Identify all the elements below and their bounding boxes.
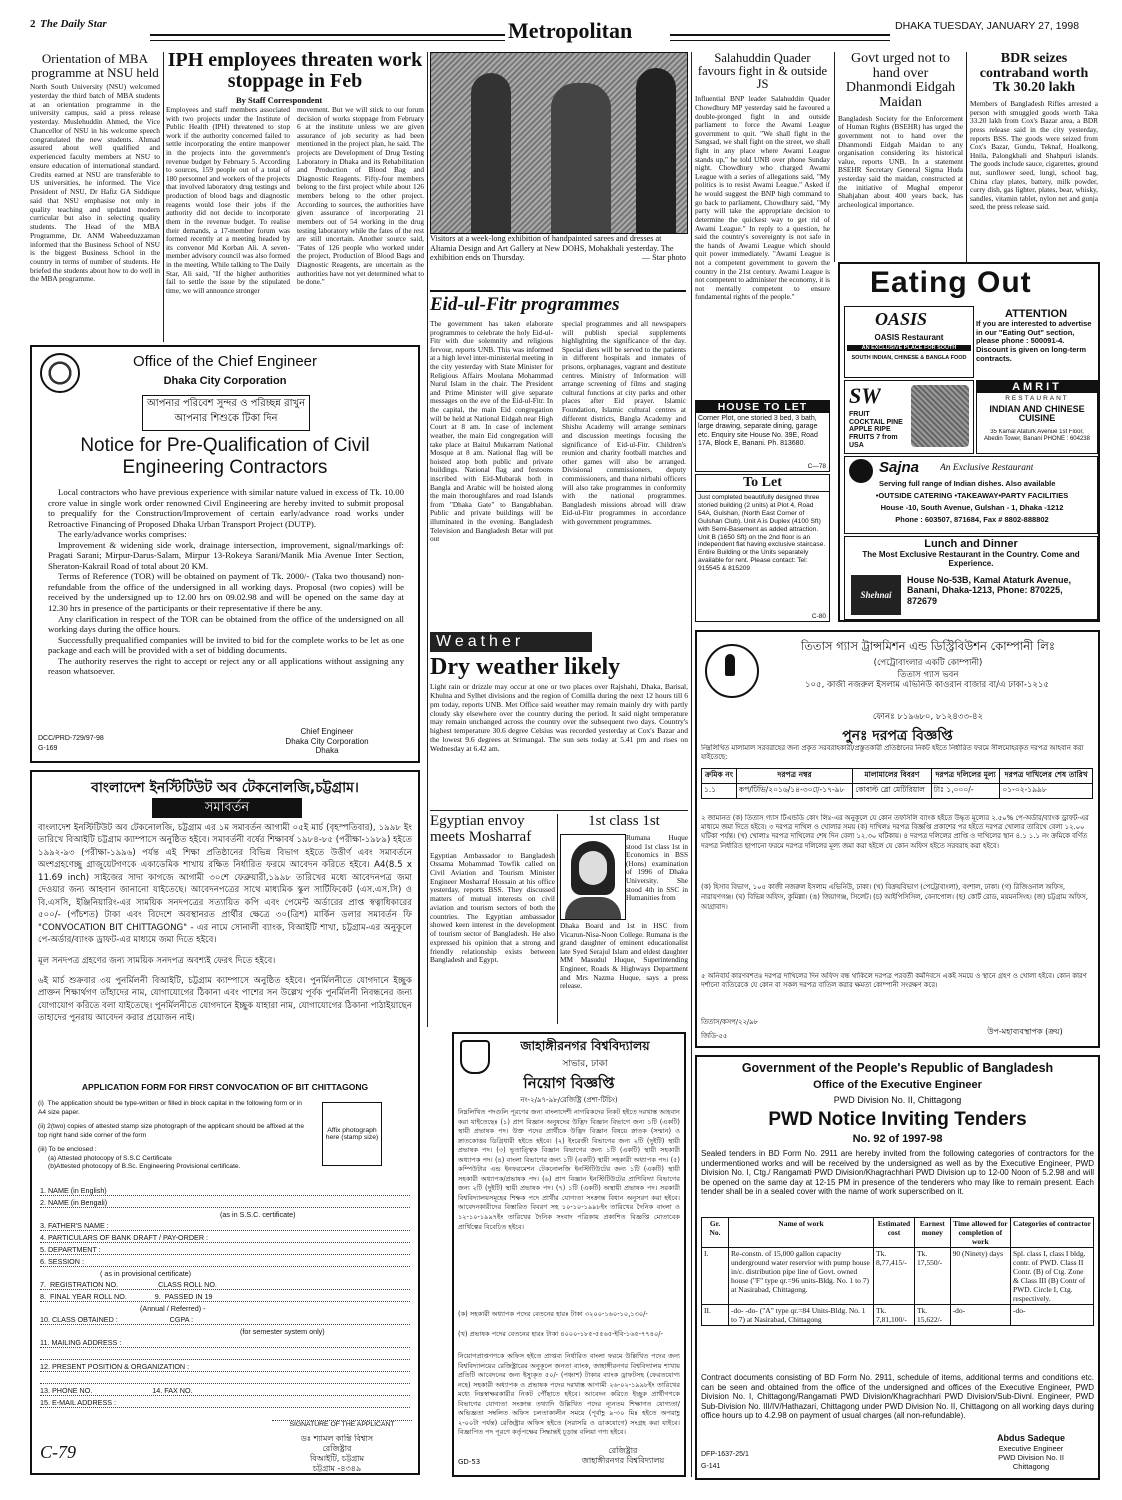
field-class-obtained[interactable]: 10. CLASS OBTAINED : CGPA : — [40, 1315, 410, 1325]
titas-body: ২ জামানত (ক) তিতাস গ্যাস টিএন্ডডি কোং লিঃ-এর অনুকূলে যে কোন তফসিলি ব্যাংক হইতে উদ্ধৃত মূল্যের ২.৫০% পে-অর্ডার/ব্যাংক ড্রাফট-এর মাধ্যমে জমা দিতে হইবে। ৩ দরপত্র দাখিল ও খোলার সময় (ক) দাখিলঃ দরপত্র বিজ্ঞপ্তি প্রকাশের পর হইতে দরপত্র খোলার তারিখে বেলা ১২.০০ ঘটিকা পর্যন্ত। (খ) খোলাঃ দরপত্র দাখিলের শেষ দিন বেলা ১২.৩০ ঘটিকায়। ৪ দরপত্র দলিলের প্রাপ্তি ও দাখিলের স্থান ৪.১ ১.১ নং ক্রমিকে বর্ণিত দরপত্র নির্ধারিত ছাপানো ফরমে দরপত্র দলিলের মূল্য জমা করা হইলে যে কোন অফিস হইতে সরবরাহ করা হইবে। — [701, 814, 1089, 850]
titas-th-desc: মালামালের বিবরণ — [853, 769, 932, 784]
bit-form-title: APPLICATION FORM FOR FIRST CONVOCATION OF BIT CHITTAGONG — [81, 1082, 369, 1092]
article-first-class-body-2: Dhaka Board and 1st in HSC from Vicarun-Nisa-Noon College. Rumana is the grand daughter of eminent educationalist late Syed Serajul Islam and eldest daughter MM Masudul Huque, Superintending Engineer, Roads & Highways Department and Mrs Nazma Huque, says a press release. — [560, 922, 688, 991]
column-rule — [163, 52, 164, 342]
paper-name: The Daily Star — [40, 18, 107, 30]
pwd-notice — [695, 1055, 1100, 1480]
sw-ad — [844, 380, 974, 454]
article-eid-title — [430, 290, 686, 316]
field-name-english[interactable]: 1. NAME (in English) — [40, 1186, 410, 1196]
pwd-sign-city: Chittagong — [1012, 1461, 1050, 1471]
sajna-services: •OUTSIDE CATERING •TAKEAWAY•PARTY FACILITIES — [875, 491, 1069, 500]
pwd-signature — [967, 1433, 1095, 1471]
sajna-ad — [844, 456, 1098, 534]
ju-scale-k: (ক) সহকারী অধ্যাপক পদের বেতনের হারঃ টাকা ৩২০০-১৬০-১০,১৩০/- — [458, 1310, 648, 1318]
article-govt-body: Bangladesh Society for the Enforcement of Human Rights (BSEHR) has urged the government not to hand over the Dhanmondi Eidgah Maidan to any organisation considering its historical value, reports UNB. In a statement BSEHR Secretary General Sigma Huda yesterday said the maidan, constructed at the initiative of Mughal emperor Shahjahan about 400 years back, has archeological importance. — [838, 113, 963, 209]
field-department[interactable]: 5. DEPARTMENT : — [40, 1245, 410, 1255]
article-bdr-title: BDR seizes contraband worth Tk 30.20 lakh — [979, 52, 1089, 96]
pwd-division: PWD Division No. II, Chittagong — [833, 1095, 962, 1105]
pwd-gov: Government of the People's Republic of Bangladesh — [741, 1061, 1054, 1075]
bit-notice — [30, 770, 420, 1475]
titas-head: তিতাস গ্যাস ট্রান্সমিশন এন্ড ডিস্ট্রিবিউশন কোম্পানী লিঃ — [801, 639, 1055, 653]
pwd-th-earnest: Earnest money — [914, 1218, 950, 1248]
ju-logo — [460, 1040, 490, 1074]
sw-logo: SW — [849, 383, 881, 408]
shehnai-tag: The Most Exclusive Restaurant in the Country. Come and Experience. — [862, 551, 1080, 568]
bit-banner: সমাবর্তন — [152, 798, 302, 818]
article-iph-col1: Employees and staff members associated with two projects under the Institute of Public Health (IPH) threatened to stop work if the authority concerned failed to settle incorporating the entire manpower in the projects into the government's revenue budget by February 5. According to sources, 159 people out of a total of 180 personnel and workers of the projects that involved laboratory drug testings and production of blood bags and diagnostic reagents would lose their jobs if the authority did not decide to incorporate them in the revenue budget. To realise their demands, a 17-member forum was formed recently at a meeting headed by its convenor Md Korban Ali. A seven-member advisory council was also formed in the meeting. While talking to The Daily Star, Ali said, "If the higher authorities fail to settle the issue by the stipulated time, we will announce stronger — [166, 106, 290, 295]
field-position-2[interactable] — [40, 1374, 410, 1384]
field-final-year[interactable]: 8. FINAL YEAR ROLL NO. 9. PASSED IN 19 — [40, 1292, 410, 1302]
field-session-note: ( as in provisional certificate) — [100, 1269, 192, 1278]
attention-body: If you are interested to advertise in our "Eating Out" section, please phone : 500091-4. Discount is given on long-term contracts. — [976, 319, 1092, 363]
bit-registrar-org: বিআইটি, চট্টগ্রাম — [309, 1454, 365, 1463]
oasis-name: OASIS Restaurant — [874, 333, 944, 342]
article-iph — [166, 50, 424, 342]
cce-slogan-1: আপনার পরিবেশ সুন্দর ও পরিচ্ছন্ন রাখুন — [146, 398, 306, 409]
cce-slogan-2: আপনার শিশুকে টিকা দিন — [174, 413, 278, 424]
weather-body: Light rain or drizzle may occur at one or two places over Rajshahi, Dhaka, Barisal, Khulna and Sylhet divisions and the region of Comilla during the next 12 hours till 6 pm today, reports UNB. Met Office said weather may remain mainly dry with partly cloudy sky elsewhere over the country during the period. It said night temperature may remain unchanged across the country over the subsequent two days. Country's highest temperature 30.6 degree Celsius was recorded yesterday at Cox's Bazar and the lowest 9.6 degrees at Srimangal. The sun sets today at 5.41 pm and rises on Wednesday at 6.42 am. — [430, 682, 688, 753]
shehnai-logo: Shehnai — [851, 575, 901, 615]
article-govt — [838, 52, 963, 252]
titas-sub-2: তিতাস গ্যাস ভবন — [897, 670, 959, 680]
titas-note: ৫ অনিবার্য কারণবশতঃ দরপত্র দাখিলের দিন অফিস বন্ধ থাকিলে দরপত্র পরবর্তী কর্মদিবসে একই সময়ে ও স্থানে গ্রহণ ও খোলা হইবে। কোন কারণ দর্শানো ব্যতিরেকে যে কোন বা সকল দরপত্র বাতিল করার ক্ষমতা কোম্পানী সংরক্ষণ করে। — [701, 972, 1087, 990]
pwd-office: Office of the Executive Engineer — [813, 1079, 982, 1091]
sajna-phone: Phone : 603507, 871684, Fax # 8802-888802 — [895, 515, 1049, 524]
ju-body: নিম্নলিখিত পদগুলি পূরণের জন্য বাংলাদেশী নাগরিকদের নিকট হইতে দরখাস্ত আহবান করা যাইতেছেঃ (১) প্রাণ বিজ্ঞান অনুষদের উদ্ভিদ বিজ্ঞান বিভাগে জন্য ১টি (একটি) স্থায়ী প্রভাষক পদ। উক্ত পদের প্রার্থীকে উদ্ভিদ বিজ্ঞান বিষয়ে স্নাতক (সম্মান) ও স্নাতকোত্তর ডিগ্রিধারী হইতে হইবে। (২) ইংরেজী বিভাগের জন্য ২টি (দুইটি) স্থায়ী প্রভাষক পদ। (৩) ভূতাত্ত্বিক বিজ্ঞান বিভাগের জন্য ১টি (একটি) স্থায়ী সহকারী অধ্যাপক পদ। (৪) বাংলা বিভাগের জন্য ১টি (একটি) স্থায়ী সহকারী অধ্যাপক পদ। (৫) কম্পিউটার এন্ড ইনফরমেশন টেকনোলজি ইনস্টিটিউটের জন্য ১টি (একটি) স্থায়ী সহকারী অধ্যাপক/প্রভাষক পদ। (৬) প্রাণ বিজ্ঞান ইনস্টিটিউটের প্রাণিবিদ্যা বিভাগের জন্য ২টি (দুইটি) স্থায়ী প্রভাষক পদ। (৭) ১টি (একটি) অস্থায়ী প্রভাষক পদ। সরকারী বিশ্ববিদ্যালয়সমূহের শিক্ষক পদে প্রার্থীর যোগ্যতা সংক্রান্ত বিধান অনুসরণ করা হইবে। আবেদনকারীদের বিস্তারিত বিবরণ সহ ১০-১০-১৯৯৮ইং তারিখের দৈনিক বাংলা ও ১২-১০-১৯৯৭ইং তারিখের দৈনিক সংবাদ পত্রিকায় প্রকাশিত বিজ্ঞপ্তি মোতাবেক প্রার্থিত্বের বিবেচিত হইবে। — [458, 1108, 680, 1231]
sajna-address: House -10, South Avenue, Gulshan - 1, Dhaka -1212 — [880, 503, 1064, 512]
ju-sign — [564, 1446, 682, 1467]
titas-ref: তিতাস/কসপ/২২/৯৮ — [701, 1018, 758, 1026]
titas-title: পুনঃ দরপত্র বিজ্ঞপ্তি — [842, 728, 953, 744]
cce-para-6: Successfully prequalified companies will be invited to bid for the complete works to be let as one package and each will be provided with a set of bidding documents. — [48, 634, 404, 656]
cce-office: Office of the Chief Engineer — [133, 353, 317, 370]
article-salahuddin-body: Influential BNP leader Salahuddin Quader Chowdhury MP yesterday said he favoured a double-pronged fight in and outside parliament to force the Awami League government to quit. "We shall fight in the Sangsad, we shall fight on the street, we shall fight in any place where Awami League stands up," he told UNB over phone Sunday night. Chowdhury who charged Awami League with a series of allegations said, "My politics is to resist Awami League." Asked if he would suggest the BNP high command to go back to parliament, Chowdhury said, "My party will take the appropriate decision to determine the quickest way to get rid of Awami League." In reply to a question, he said the country's sovereignty is not safe in the hands of Awami League which should quit power immediately. "Awami League is not a competent government to govern the country in the 21st century. Awami League is not competent to administer the economy, it is not mentally competent to ensure fundamental rights of the people." — [695, 94, 830, 302]
article-bdr — [970, 52, 1098, 262]
pwd-th-time: Time allowed for completion of work — [950, 1218, 1010, 1248]
shehnai-address: House No-53B, Kamal Ataturk Avenue, Banani, Dhaka-1213, Phone: 870225, 872679 — [907, 575, 1072, 606]
oasis-logo: OASIS — [875, 309, 928, 329]
titas-td-serial: ১.১ — [702, 784, 737, 799]
cce-title: Notice for Pre-Qualification of Civil Engineering Contractors — [80, 435, 370, 478]
applicant-signature-line: SIGNATURE OF THE APPLICANT — [272, 1420, 412, 1428]
ju-sub: সাভার, ঢাকা — [562, 1059, 608, 1069]
pwd-no: No. 92 of 1997-98 — [852, 1133, 943, 1145]
titas-table-header — [702, 769, 1093, 784]
cce-para-2: The early/advance works comprises: — [58, 529, 187, 540]
amrit-body: INDIAN AND CHINESE CUISINE — [989, 405, 1085, 424]
bit-instr-2: (ii) 2(two) copies of attested stamp size photograph of the applicant should be affixed at the top right hand side corner of the form — [38, 1123, 304, 1139]
sw-text: FRUIT COCKTAIL PINE APPLE RIPE FRUITS 7 from USA — [849, 411, 903, 449]
article-egypt-title: Egyptian envoy meets Mosharraf — [430, 814, 532, 845]
cce-para-1: Local contractors who have previous experience with similar nature valued in excess of Tk. 10.00 crore value in single work order renowned Civil Engineering are hereby invited to submit proposal to prequalify for the Construction/Improvement of certain early/advance road works under Retroactive Financing of Proposed Dhaka Urban Transport Project (DUTP). — [48, 487, 404, 529]
masthead — [30, 18, 1095, 48]
bit-instr-3: (iii) To be enclosed : — [38, 1146, 97, 1154]
article-mba — [30, 52, 160, 340]
titas-td-desc: কোবাল্ট ব্লো মেটিরিয়াল — [853, 784, 932, 799]
affix-photo-box: Affix photograph here (stamp size) — [322, 1102, 382, 1166]
bit-head: বাংলাদেশ ইনস্টিটিউট অব টেকনোলজি,চট্টগ্রাম। — [91, 780, 359, 796]
section-rule-left — [150, 34, 505, 41]
titas-td-price: টাঃ ১,০০০/- — [931, 784, 1000, 799]
pwd-r1-category: Spl. class I, class I bldg. contr. of PWD. Class II Contr. (B) of Ctg. Zone & Class III (B) Contr of PWD. Circle I, Ctg. respectively. — [1011, 1248, 1094, 1305]
cce-ref: DCC/PRD-729/97-98 — [38, 735, 104, 742]
article-mba-body: North South University (NSU) welcomed yesterday the third batch of MBA students at an orientation programme in the university campus, said a press release yesterday. Muslehuddin Ahmed, the Vice Chancellor of NSU in his welcome speech congratulated the new students. Ahmad assured about well qualified and experienced faculty members at NSU to ensure education of international standard. Credits earned at NSU are transferable to US universities, he informed. The Vice President of NSU, Dr Hafiz GA Siddique said that NSU emphasise not only in quality teaching and updated modern curricular but also in selecting quality students. The Head of the MBA Programme, Dr. ANM Waheeduzzaman informed that the Business School of NSU is the biggest Business School in the country in terms of number of students. He briefed the students about how to do well in the MBA programme. — [30, 82, 160, 284]
pwd-th-work: Name of work — [729, 1218, 874, 1248]
article-eid-col1: The government has taken elaborate programmes to celebrate the holy Eid-ul-Fitr with due solemnity and religious fervour, reports UNB. This was informed at a high level inter-ministerial meeting in the city yesterday with State Minister for Religious Affairs Moulana Mohammad Nurul Islam in the chair. The President and Prime Minister will give separate messages on the eve of the Eid-ul-Fitr. In the capital, the main Eid congregation will be held at National Eidgah near High Court at 8 am. In case of inclement weather, the main Eid congregation will take place at Baitul Mukarram National Mosque at 8 am. National flag will be hoisted atop both public and private buildings. National flag and festoons inscribed with Eid-Mubarak both in Bangla and Arabic will be hoisted along the main thoroughfares and road Islands from "Dhaka Gate" to Bangabhaban. Public and private buildings will be illuminated in the evening. Bangladesh Television and Bangladesh Betar will put out — [430, 320, 553, 544]
exhibition-photo — [430, 52, 688, 234]
column-rule — [966, 52, 967, 262]
column-rule — [427, 52, 428, 1027]
photo-caption-text: Visitors at a week-long exhibition of handpainted sarees and dresses at Altamia Design and Art Gallery at New DOHS, Mohakhali yesterday. The exhibition ends on Thursday. — [430, 234, 674, 263]
titas-table-row — [702, 784, 1093, 799]
shehnai-ad — [844, 536, 1098, 620]
bit-para-1: বাংলাদেশ ইনস্টিটিউট অব টেকনোলজি, চট্টগ্রাম এর ১ম সমাবর্তন আগামী ০৫ই মার্চ (বৃহস্পতিবার), ১৯৯৮ ইং তারিখে বিআইটি চট্টগ্রাম ক্যাম্পাসে অনুষ্ঠিত হইবে। সমাবর্তনী বর্ষের শিক্ষাবর্ষ ১৯৮৪-৮৫ (পরীক্ষা-১৯৮৯) হইতে ১৯৯২-৯৩ (পরীক্ষা-১৯৯৬) পর্যন্ত এই শিক্ষা প্রতিষ্ঠানের বিভিন্ন বিভাগ হইতে উত্তীর্ণ এবং সমাবর্তনে অংশগ্রহণেচ্ছু গ্রাজুয়েটগণকে একাডেমিক শাখায় রক্ষিত নির্ধারিত ফরমে আবেদন করিতে হইবে। A4(8.5 x 11.69 inch) সাইজের সাদা কাগজে আগামী ৩০শে ফেব্রুয়ারী,১৯৯৮ তারিখের মধ্যে আবেদনপত্র জমা দেওয়ার জন্য আহবান জানানো যাইতেছে। আবেদনপত্রের সাথে মাধ্যমিক স্কুল সার্টিফিকেট (এস.এস.সি) ও বি.এসসি, ইঞ্জিনিয়ারিং-এর সাময়িক সনদপত্রের সত্যায়িত কপি এবং পেমেন্ট অর্ডারের প্রাপ্ত স্বত্বাধিকারের ৫০০/- (পাঁচশত) টাকা এবং বিদেশে অবস্থানরত প্রার্থীর ক্ষেত্রে ৩০(ত্রিশ) মার্কিন ডলার সমাবর্তন ফি "CONVOCATION BIT CHITTAGONG" - এর নামে সোনালী ব্যাংক, বিআইটি শাখা, চট্টগ্রাম-এর অনুকূলে পে-অর্ডার/ব্যাংক ড্রাফট-এর মাধ্যমে জমা দিতে হইবে। — [38, 823, 412, 946]
photo-credit: — Star photo — [641, 253, 686, 263]
to-let-ad — [695, 474, 830, 622]
article-iph-col2: movement. But we will stick to our forum decision of works stoppage from February 6 at the institute unless we are given assurance of job security as had been mentioned in the project plan, he said. The projects are Development of Drug Testing Laboratory in Dhaka and its Rehabilitation and Production of Blood Bag and Diagnostic Reagents. Fifty-four members belong to the first project while about 126 members belong to the other project. According to sources, the authorities have given assurance of incorporating 21 members out of 54 working in the drug testing laboratory while the fates of the rest are still uncertain. Another source said, "Fates of 126 people who worked under the project, Production of Blood Bags and Diagnostic Reagents, are uncertain as the authorities have not yet determined what to be done." — [297, 106, 424, 287]
bit-form-fields — [40, 1184, 410, 1410]
titas-notice — [695, 630, 1100, 1048]
pwd-sign-div: PWD Division No. II — [998, 1452, 1064, 1462]
bit-code: C-79 — [40, 1442, 76, 1462]
pwd-ref-2: G-141 — [701, 1463, 721, 1470]
titas-address: ১০৫, কাজী নজরুল ইসলাম এভিনিউ কাওরান বাজার বা/এ ঢাকা-১২১৫ — [805, 680, 1049, 690]
rumana-face — [579, 851, 607, 885]
pwd-table-header — [702, 1218, 1094, 1248]
field-mailing-address[interactable]: 11. MAILING ADDRESS : — [40, 1338, 410, 1348]
photo-figure-1 — [471, 73, 511, 233]
field-session[interactable]: 6. SESSION : — [40, 1257, 410, 1267]
titas-sub: (পেট্রোবাংলার একটি কোম্পানী) — [873, 658, 983, 668]
field-mailing-address-2[interactable] — [40, 1350, 410, 1360]
cce-notice — [30, 345, 420, 763]
section-rule-right — [670, 34, 890, 41]
pwd-r2-time: -do- — [950, 1305, 1010, 1326]
ju-scale-kh: (খ) প্রভাষক পদের বেতনের হারঃ টাকা ৪০০০-১৮৫-৫৫৬৫-ইবি-১৬৫-৭৭৪০/- — [458, 1330, 663, 1338]
titas-td-tender: কপ/টিভি/২০১৬/১৪-৩০ঢ়ে-১৭-৯৮ — [736, 784, 852, 799]
titas-phone: ফোনঃ ৮১৯৬৮০, ৮১২৪৩৩-৪২ — [872, 712, 984, 722]
article-first-class — [560, 814, 688, 1024]
pwd-r2-work: -do- -do- ("A" type qr.=84 Units-Bldg. No. 1 to 7) at Nasirabad, Chittagong — [729, 1305, 874, 1326]
sajna-name: Sajna — [879, 459, 920, 476]
field-registration[interactable]: 7. REGISTRATION NO. CLASS ROLL NO. — [40, 1280, 410, 1290]
attention-title: ATTENTION — [1004, 308, 1068, 320]
cce-para-4: Terms of Reference (TOR) will be obtained on payment of Tk. 2000/- (Taka two thousand) non-refundable from the office of the undersigned in all working days. Proposal (two copies) will be received by the undersigned up to 12.00 hrs on 09.02.98 and will be opened on the same day at 12.30 hrs in presence of the participants or their representative if there be any. — [48, 571, 404, 614]
amrit-address: 35 Kamal Ataturk Avenue 1st Floor, Abedin Tower, Banani PHONE : 604238 — [984, 429, 1090, 442]
pwd-table-row-2 — [702, 1305, 1094, 1326]
article-salahuddin-title: Salahuddin Quader favours fight in & outside JS — [697, 52, 828, 92]
house-to-let-title: HOUSE TO LET — [696, 401, 829, 413]
column-rule — [557, 814, 558, 1024]
article-first-class-body-1: Rumana Huque stood 1st class 1st in Economics in BSS (Hons) examination of 1996 of Dhaka University. She stood 4th in SSC in Humanities from — [626, 834, 688, 903]
pwd-r1-cost: Tk. 8,77,415/- — [874, 1248, 915, 1305]
ju-sign-org: জাহাঙ্গীরনগর বিশ্ববিদ্যালয় — [581, 1456, 665, 1466]
bit-registrar-phone: চট্টগ্রাম -৪৩৪৯ — [312, 1464, 362, 1473]
field-annual-note: (Annual / Referred) - — [140, 1304, 206, 1313]
column-rule — [834, 52, 835, 262]
sajna-logo — [849, 459, 873, 483]
cce-sign-title: Chief Engineer — [300, 727, 354, 736]
section-title: Metropolitan — [508, 18, 633, 43]
article-egypt-body: Egyptian Ambassador to Bangladesh Ossama Mohammad Towfik called on Civil Aviation and Tourism Minister Engineer Mosharraf Hossain at his office yesterday, reports BSS. They discussed matters of mutual interests on civil aviation and tourism sectors of both the countries. The Egyptian ambassador showed keen interest in the development of tourism sector of Bangladesh. He also expressed his opinion that a strong and friendly relationship exists between Bangladesh and Egypt. — [430, 850, 555, 965]
cce-ref-2: G-169 — [38, 745, 58, 752]
page-number: 2 — [30, 18, 36, 30]
weather-title: Dry weather likely — [430, 654, 621, 680]
photo-caption — [430, 234, 686, 276]
article-bdr-body: Members of Bangladesh Rifles arrested a person with smuggled goods worth Taka 33.20 lakh from Cox's Bazar area, a BDR press release said in the city yesterday, reports BSS. The goods were seized from Cox's Bazar, Gundu, Teknaf, Hoalkong, Hnila, Palongkhali and Shahpuri islands. The goods include sauce, cigarettes, ground nut, sunflower seed, lungi, school bag, China clay plates, battery, milk powder, curry dish, gas lighter, plates, bear, whisky, sandles, vitamin tablet, nylon net and gunja seed, the press release said. — [970, 99, 1098, 212]
eating-out-title: Eating Out — [870, 266, 1032, 299]
titas-ref-2: জিডি-৫৫ — [701, 1032, 728, 1040]
field-class-note: (for semester system only) — [240, 1327, 325, 1336]
bit-instr-3b: (b)Attested photocopy of B.Sc. Engineering Provisional certificate. — [48, 1163, 241, 1171]
pwd-r1-earnest: Tk. 17,550/- — [914, 1248, 950, 1305]
rumana-photo — [560, 834, 626, 920]
bit-registrar-title: রেজিষ্ট্রার — [322, 1444, 352, 1453]
pwd-th-gr: Gr. No. — [702, 1218, 729, 1248]
titas-th-price: দরপত্র দলিলের মূল্য — [931, 769, 1000, 784]
house-to-let-body: Corner Plot, one storied 3 bed, 3 bath, large drawing, separate dining, garage etc. Enquiry site House No. 39E, Road 17A, Block E, Banani. Ph. 813680. — [698, 415, 818, 447]
titas-table — [701, 768, 1093, 799]
article-first-class-title: 1st class 1st — [588, 814, 660, 829]
cce-sign-org: Dhaka City Corporation — [285, 736, 369, 746]
ju-notice — [452, 1032, 686, 1477]
cce-para-5: Any clarification in respect of the TOR can be obtained from the office of the undersigned on all working days during the office hours. — [48, 613, 404, 635]
photo-figure-3 — [636, 68, 676, 233]
titas-th-date: দরপত্র দাখিলের শেষ তারিখ — [1000, 769, 1093, 784]
bit-instructions — [38, 1100, 308, 1172]
article-salahuddin — [695, 52, 830, 392]
pwd-intro: Sealed tenders in BD Form No. 2911 are hereby invited from the following categories of contractors for the undermentioned works and will be received by the undersigned as well as by the Executive Engineer, PWD Division No. I, Ctg./ Rangamati PWD Division/Khagrachhari PWD Division up to 12-00 Noon of 5.2.98 and will be opened on the same day at 12-15 PM in presence of the tenderers who may like to remain present. Each tender shall be in a sealed cover with the name of work superscribed on it. — [701, 1149, 1094, 1197]
to-let-title: To Let — [696, 475, 829, 492]
ju-head: জাহাঙ্গীরনগর বিশ্ববিদ্যালয় — [520, 1038, 650, 1053]
oasis-ad — [844, 306, 974, 378]
to-let-body: Just completed beautifully designed three storied building (2 units) at Plot 4, Road 54A, Gulshan, (North East Corner of Gulshan Club). Unit A is Duplex (4100 Sft) with Semi-Basement as added attraction. Unit B (1650 Sft) on the 2nd floor is an independent flat having exclusive staircase. Entire Building or the Units separately available for rent. Please contact: Tel: 915545 & 815209 — [698, 494, 826, 573]
sw-cans-image — [911, 385, 969, 447]
article-iph-byline: By Staff Correspondent — [236, 95, 323, 105]
bit-instr-1: (i) The application should be type-written or filled in block capital in the following form or in A4 size paper. — [38, 1100, 302, 1116]
article-eid — [430, 290, 686, 630]
ju-body-2: নিয়োগপ্রাপ্তগণকে অফিস হইতে প্রাপ্তব্য নির্ধারিত বাংলা ফরমে উল্লিখিত পদের জন্য বিশ্ববিদ্যালয়ের রেজিষ্ট্রারের অনুকূলে জনতা ব্যাংক, জাহাঙ্গীরনগর বিশ্ববিদ্যালয় শাখায় প্রতিটি আবেদনের জন্য ইস্যুকৃত ৫০/- (পঞ্চাশ) টাকার ব্যাংক ড্রাফটসহ (ফেরতযোগ্য নহে) সহকারী অধ্যাপক ও প্রভাষক পদের দরখাস্ত আগামী ২৬-০২-১৯৯৮ইং তারিখের মধ্যে নিম্নস্বাক্ষরকারীর নিকট পৌঁছাতে হইবে। আবেদন করিতে ইচ্ছুক প্রার্থীগণকে বিভাগের যোগ্যতা সংক্রান্ত তথ্যাদি উল্লিখিত পদের ন্যূনতম শিক্ষাগত যোগ্যতা/অভিজ্ঞতা সম্বলিত অফিস চলতাকালীন সময়ে (পূর্বাহ্ণ ৯-৩০ মিঃ হইতে অপরাহ্ণ ২-০০টা পর্যন্ত) রেজিষ্ট্রার অফিস হইতে (সরাসরি ও ডাকযোগে) সংগ্রহ করা যাইবে। বিজ্ঞাপিত পদ পূরণে কর্তৃপক্ষের সিদ্ধান্তই চূড়ান্ত বলিয়া গণ্য হইবে। — [458, 1352, 680, 1437]
pwd-r1-work: Re-constn. of 15,000 gallon capacity underground water reservior with pump house in/c. distribution pipe line of Govt. owned house ("F" type qr.=96 units-Bldg. No. 1 to 7) at Nasirabad, Chittagong. — [729, 1248, 874, 1305]
cce-sign-city: Dhaka — [315, 746, 339, 756]
article-eid-title-text: Eid-ul-Fitr programmes — [430, 294, 620, 315]
photo-figure-2 — [551, 83, 611, 233]
pwd-th-cost: Estimated cost — [874, 1218, 915, 1248]
cce-para-7: The authority reserves the right to accept or reject any or all applications without assigning any reason whatsoever. — [48, 655, 404, 677]
titas-th-tender: দরপত্র নম্বর — [736, 769, 852, 784]
article-mba-title: Orientation of MBA programme at NSU held — [31, 52, 159, 80]
pwd-r2-cost: Tk. 7,81,100/- — [874, 1305, 915, 1326]
field-email[interactable]: 15. E-MAIL ADDRESS : — [40, 1398, 410, 1408]
pwd-sign-name: Abdus Sadeque — [996, 1433, 1065, 1443]
dateline: DHAKA TUESDAY, JANUARY 27, 1998 — [895, 20, 1080, 32]
field-position[interactable]: 12. PRESENT POSITION & ORGANIZATION : — [40, 1362, 410, 1372]
amrit-ad — [976, 380, 1098, 454]
field-phone-fax[interactable]: 13. PHONE NO. 14. FAX NO. — [40, 1386, 410, 1396]
to-let-code: C-80 — [811, 613, 826, 620]
titas-td-date: ০১-০২-১৯৯৮ — [1000, 784, 1093, 799]
pwd-footer: Contract documents consisting of BD Form No. 2911, schedule of items, additional terms and conditions etc. can be seen and obtained from the office of the undersigned and offices of the Executive Engineer, PWD Division No. I, Chittagong/Rangamati PWD Division/Khagrachhari PWD Division/Sub-Divnl. Engineer, PWD Sub-Division No. III/IV/Hathazari, Chittagong under PWD Division No. II, Chittagong on all working days during office hours up to 4.2.98 on payment of usual charges (all non-refundable). — [701, 1373, 1094, 1421]
pwd-title: PWD Notice Inviting Tenders — [768, 1109, 1027, 1130]
pwd-r2-earnest: Tk. 15,622/- — [914, 1305, 950, 1326]
amrit-sub: RESTAURANT — [1005, 395, 1069, 402]
amrit-name: AMRIT — [977, 381, 1097, 393]
pwd-r2-gr: II. — [702, 1305, 729, 1326]
weather-banner: Weather — [430, 632, 592, 652]
bit-para-2: মূল সনদপত্র গ্রহণের জন্য সাময়িক সনদপত্র অবশ্যই ফেরৎ দিতে হইবে। — [38, 955, 276, 966]
pwd-sign-title: Executive Engineer — [998, 1443, 1064, 1453]
titas-logo-flame — [725, 654, 735, 676]
titas-sign: উপ-মহাব্যবস্থাপক (ক্রয়) — [987, 1027, 1063, 1036]
pwd-th-category: Categories of contractor — [1011, 1218, 1094, 1248]
titas-offices: (ক) হিসাব বিভাগ, ১০৫ কাজী নজরুল ইসলাম এভিনিউ, ঢাকা। (খ) বিক্রয়বিভাগ (পেট্রোবাংলা), বংশাল, ঢাকা। (গ) রিজিওনাল অফিস, নারায়ণগঞ্জ। (ঘ) বিভিন্ন অফিস, কুমিল্লা। (ঙ) জিয়াগঞ্জ, সিলেট। (চ) আইপিসিসিল, বেনাপোল। (ছ) কোর্ট রোড, ময়মনসিংহ। (জ) চট্টগ্রাম অফিস, আগ্রাবাদ। — [701, 883, 1088, 912]
pwd-r1-gr: I. — [702, 1248, 729, 1305]
titas-intro: নিম্নলিখিত মালামাল সরবরাহের জন্য প্রকৃত সরবরাহকারী/প্রস্তুতকারী প্রতিষ্ঠানের নিকট হইতে নির্ধারিত ফরমে সীলমোহরকৃত দরপত্র আহবান করা যাইতেছে: — [701, 744, 1084, 761]
article-weather — [430, 632, 688, 812]
titas-th-serial: ক্রমিক নং — [702, 769, 737, 784]
cce-corp: Dhaka City Corporation — [163, 375, 287, 387]
column-rule — [691, 52, 692, 1477]
pwd-r2-category: -do- — [1011, 1305, 1094, 1326]
article-govt-title: Govt urged not to hand over Dhanmondi Eidgah Maidan — [845, 52, 956, 111]
section-rule — [430, 810, 688, 811]
bit-registrar-name: ডঃ শ্যামল কান্তি বিশ্বাস — [300, 1434, 374, 1443]
ju-title: নিয়োগ বিজ্ঞপ্তি — [523, 1074, 615, 1092]
sajna-serve: Serving full range of Indian dishes. Also available — [879, 479, 1056, 488]
bit-instr-3a: (a) Attested photocopy of S.S.C Certificate — [48, 1154, 172, 1162]
article-eid-col2: special programmes and all newspapers will publish special supplements highlighting the significance of the day. Special diets will be served to the patients in different hospitals and inmates of prisons, orphanages, vagrant and destitute centres. Ministry of Information will arrange screening of films and staging cultural functions at city parks and other places after Eid prayer. Islamic Foundation, Islamic cultural centres at different districts, Bangla Academy and Shishu Academy will arrange seminars and discussion meetings focusing the significance of Eid-ul-Fitr. Children's reunion and charity football matches and other games will also be arranged. Divisional commissioners, deputy commissioners, and thana nirbahi officers will also take programmes in conformity with the national programmes. Bangladesh missions abroad will draw Eid-ul-Fitr programmes in accordance with government programmes. — [562, 320, 686, 527]
house-to-let-code: C—78 — [807, 463, 826, 470]
oasis-tag: AN EXCLUSIVE PLACE FOR SOUTH — [847, 345, 971, 351]
pwd-table — [701, 1217, 1094, 1326]
rumana-shoulders — [565, 897, 621, 919]
house-to-let-ad — [695, 400, 830, 472]
field-name-bengali[interactable]: 2. NAME (in Bengali) — [40, 1198, 410, 1208]
article-egypt — [430, 814, 555, 1024]
ju-sign-title: রেজিষ্ট্রার — [608, 1446, 638, 1455]
pwd-table-row-1 — [702, 1248, 1094, 1305]
cce-slogan-box — [142, 395, 310, 431]
sajna-tag: An Exclusive Restaurant — [940, 463, 1034, 473]
field-bank-draft[interactable]: 4. PARTICULARS OF BANK DRAFT / PAY-ORDER : — [40, 1233, 410, 1243]
bit-body — [38, 822, 412, 1025]
article-iph-title: IPH employees threaten work stoppage in Feb — [167, 50, 423, 92]
pwd-r1-time: 90 (Ninety) days — [950, 1248, 1010, 1305]
ju-ref: নং-২/৯৭-৯৮/রেজিষ্ট্রি (প্রশা-টিচিং) — [520, 1096, 618, 1104]
eating-out-section — [838, 262, 1100, 622]
cce-body — [48, 487, 404, 677]
field-father-name[interactable]: 3. FATHER'S NAME : — [40, 1221, 410, 1231]
ju-code: GD-53 — [458, 1458, 481, 1466]
cce-signature — [272, 727, 382, 756]
oasis-sub: SOUTH INDIAN, CHINESE & BANGLA FOOD — [851, 355, 967, 361]
pwd-ref: DFP-1637-25/1 — [701, 1451, 749, 1458]
field-name-note: (as in S.S.C. certificate) — [220, 1210, 296, 1219]
bit-para-3: ৬ই মার্চ শুক্রবার ৩য় পুনর্মিলনী বিআইটি, চট্টগ্রাম ক্যাম্পাসে অনুষ্ঠিত হইবে। পুনর্মিলনীতে যোগদানে ইচ্ছুক প্রাক্তন শিক্ষার্থগণ তাঁহাদের নাম, যোগাযোগের ঠিকানা এবং পাশের সন উল্লেখ পূর্বক পুনর্মিলনী নিবন্ধনের জন্য যোগাযোগ করিতে বলা যাইতেছে। পুনর্মিলনীতে যোগদানে ইচ্ছুক যাহারা নাম, যোগাযোগের ঠিকানা পাঠাইয়াছেন তাহাদের পুনরায় আবেদন করার প্রয়োজন নাই। — [38, 975, 412, 1024]
cce-para-3: Improvement & widening side work, drainage intersection, improvement, signal/markings of: Pragati Sarani; Mirpur-Darus-Salam, Mirpur 13-Rokeya Sarani/Manik Mia Avenue Inter Section, Sheraton-Kakrail Road of total about 20 KM. — [48, 539, 404, 571]
shehnai-title: Lunch and Dinner — [924, 538, 1018, 550]
bit-registrar — [262, 1434, 412, 1474]
attention-box — [976, 308, 1096, 378]
